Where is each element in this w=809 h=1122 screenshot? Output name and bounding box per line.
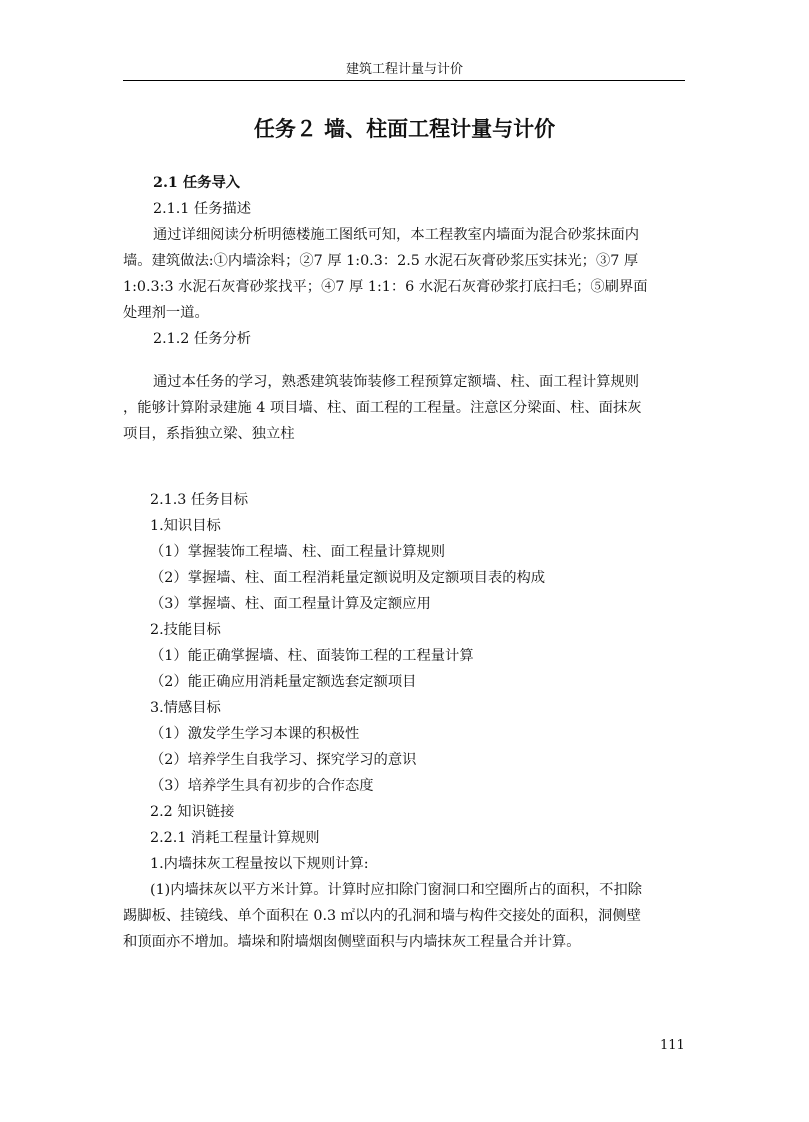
heading-2-2: 2.2 知识链接	[150, 804, 235, 820]
list-item: （1）能正确掌握墙、柱、面装饰工程的工程量计算	[150, 648, 474, 664]
list-item: （2）能正确应用消耗量定额选套定额项目	[150, 674, 417, 690]
heading-2-1-2: 2.1.2 任务分析	[153, 331, 252, 347]
list-item: （1）掌握装饰工程墙、柱、面工程量计算规则	[150, 544, 446, 560]
paragraph-line: 墙。建筑做法:①内墙涂料；②7 厚 1:0.3：2.5 水泥石灰膏砂浆压实抹光；③7 厚	[123, 253, 639, 269]
paragraph-line: 通过本任务的学习，熟悉建筑装饰装修工程预算定额墙、柱、面工程计算规则	[153, 374, 640, 390]
list-item: （1）激发学生学习本课的积极性	[150, 726, 360, 742]
paragraph-line: 1:0.3:3 水泥石灰膏砂浆找平；④7 厚 1:1：6 水泥石灰膏砂浆打底扫毛；⑤刷界面	[123, 279, 648, 295]
knowledge-heading: 1.知识目标	[150, 518, 221, 534]
page-title: 任务２ 墙、柱面工程计量与计价	[253, 116, 556, 141]
paragraph-line: 项目，系指独立梁、独立柱	[123, 426, 295, 442]
heading-2-1: 2.1 任务导入	[153, 175, 241, 191]
running-header: 建筑工程计量与计价	[345, 62, 463, 77]
list-item: （2）掌握墙、柱、面工程消耗量定额说明及定额项目表的构成	[150, 570, 546, 586]
list-item: （3）掌握墙、柱、面工程量计算及定额应用	[150, 596, 431, 612]
heading-2-1-3: 2.1.3 任务目标	[150, 492, 249, 508]
header-rule	[123, 80, 685, 81]
paragraph-line: 踢脚板、挂镜线、单个面积在 0.3 ㎡以内的孔洞和墙与构件交接处的面积，洞侧壁	[123, 908, 641, 924]
rule-heading: 1.内墙抹灰工程量按以下规则计算:	[150, 856, 369, 872]
list-item: （2）培养学生自我学习、探究学习的意识	[150, 752, 417, 768]
paragraph-line: 处理剂一道。	[123, 305, 209, 321]
paragraph-line: ，能够计算附录建施 4 项目墙、柱、面工程的工程量。注意区分梁面、柱、面抹灰	[123, 400, 642, 416]
paragraph-line: 和顶面亦不增加。墙垛和附墙烟囱侧壁面积与内墙抹灰工程量合并计算。	[123, 934, 581, 950]
emotion-heading: 3.情感目标	[150, 700, 221, 716]
page-number: 111	[660, 1038, 685, 1053]
paragraph-line: 通过详细阅读分析明德楼施工图纸可知，本工程教室内墙面为混合砂浆抹面内	[153, 227, 640, 243]
heading-2-1-1: 2.1.1 任务描述	[153, 201, 252, 217]
paragraph-line: (1)内墙抹灰以平方米计算。计算时应扣除门窗洞口和空圈所占的面积，不扣除	[150, 882, 643, 898]
heading-2-2-1: 2.2.1 消耗工程量计算规则	[150, 830, 320, 846]
list-item: （3）培养学生具有初步的合作态度	[150, 778, 374, 794]
skill-heading: 2.技能目标	[150, 622, 221, 638]
